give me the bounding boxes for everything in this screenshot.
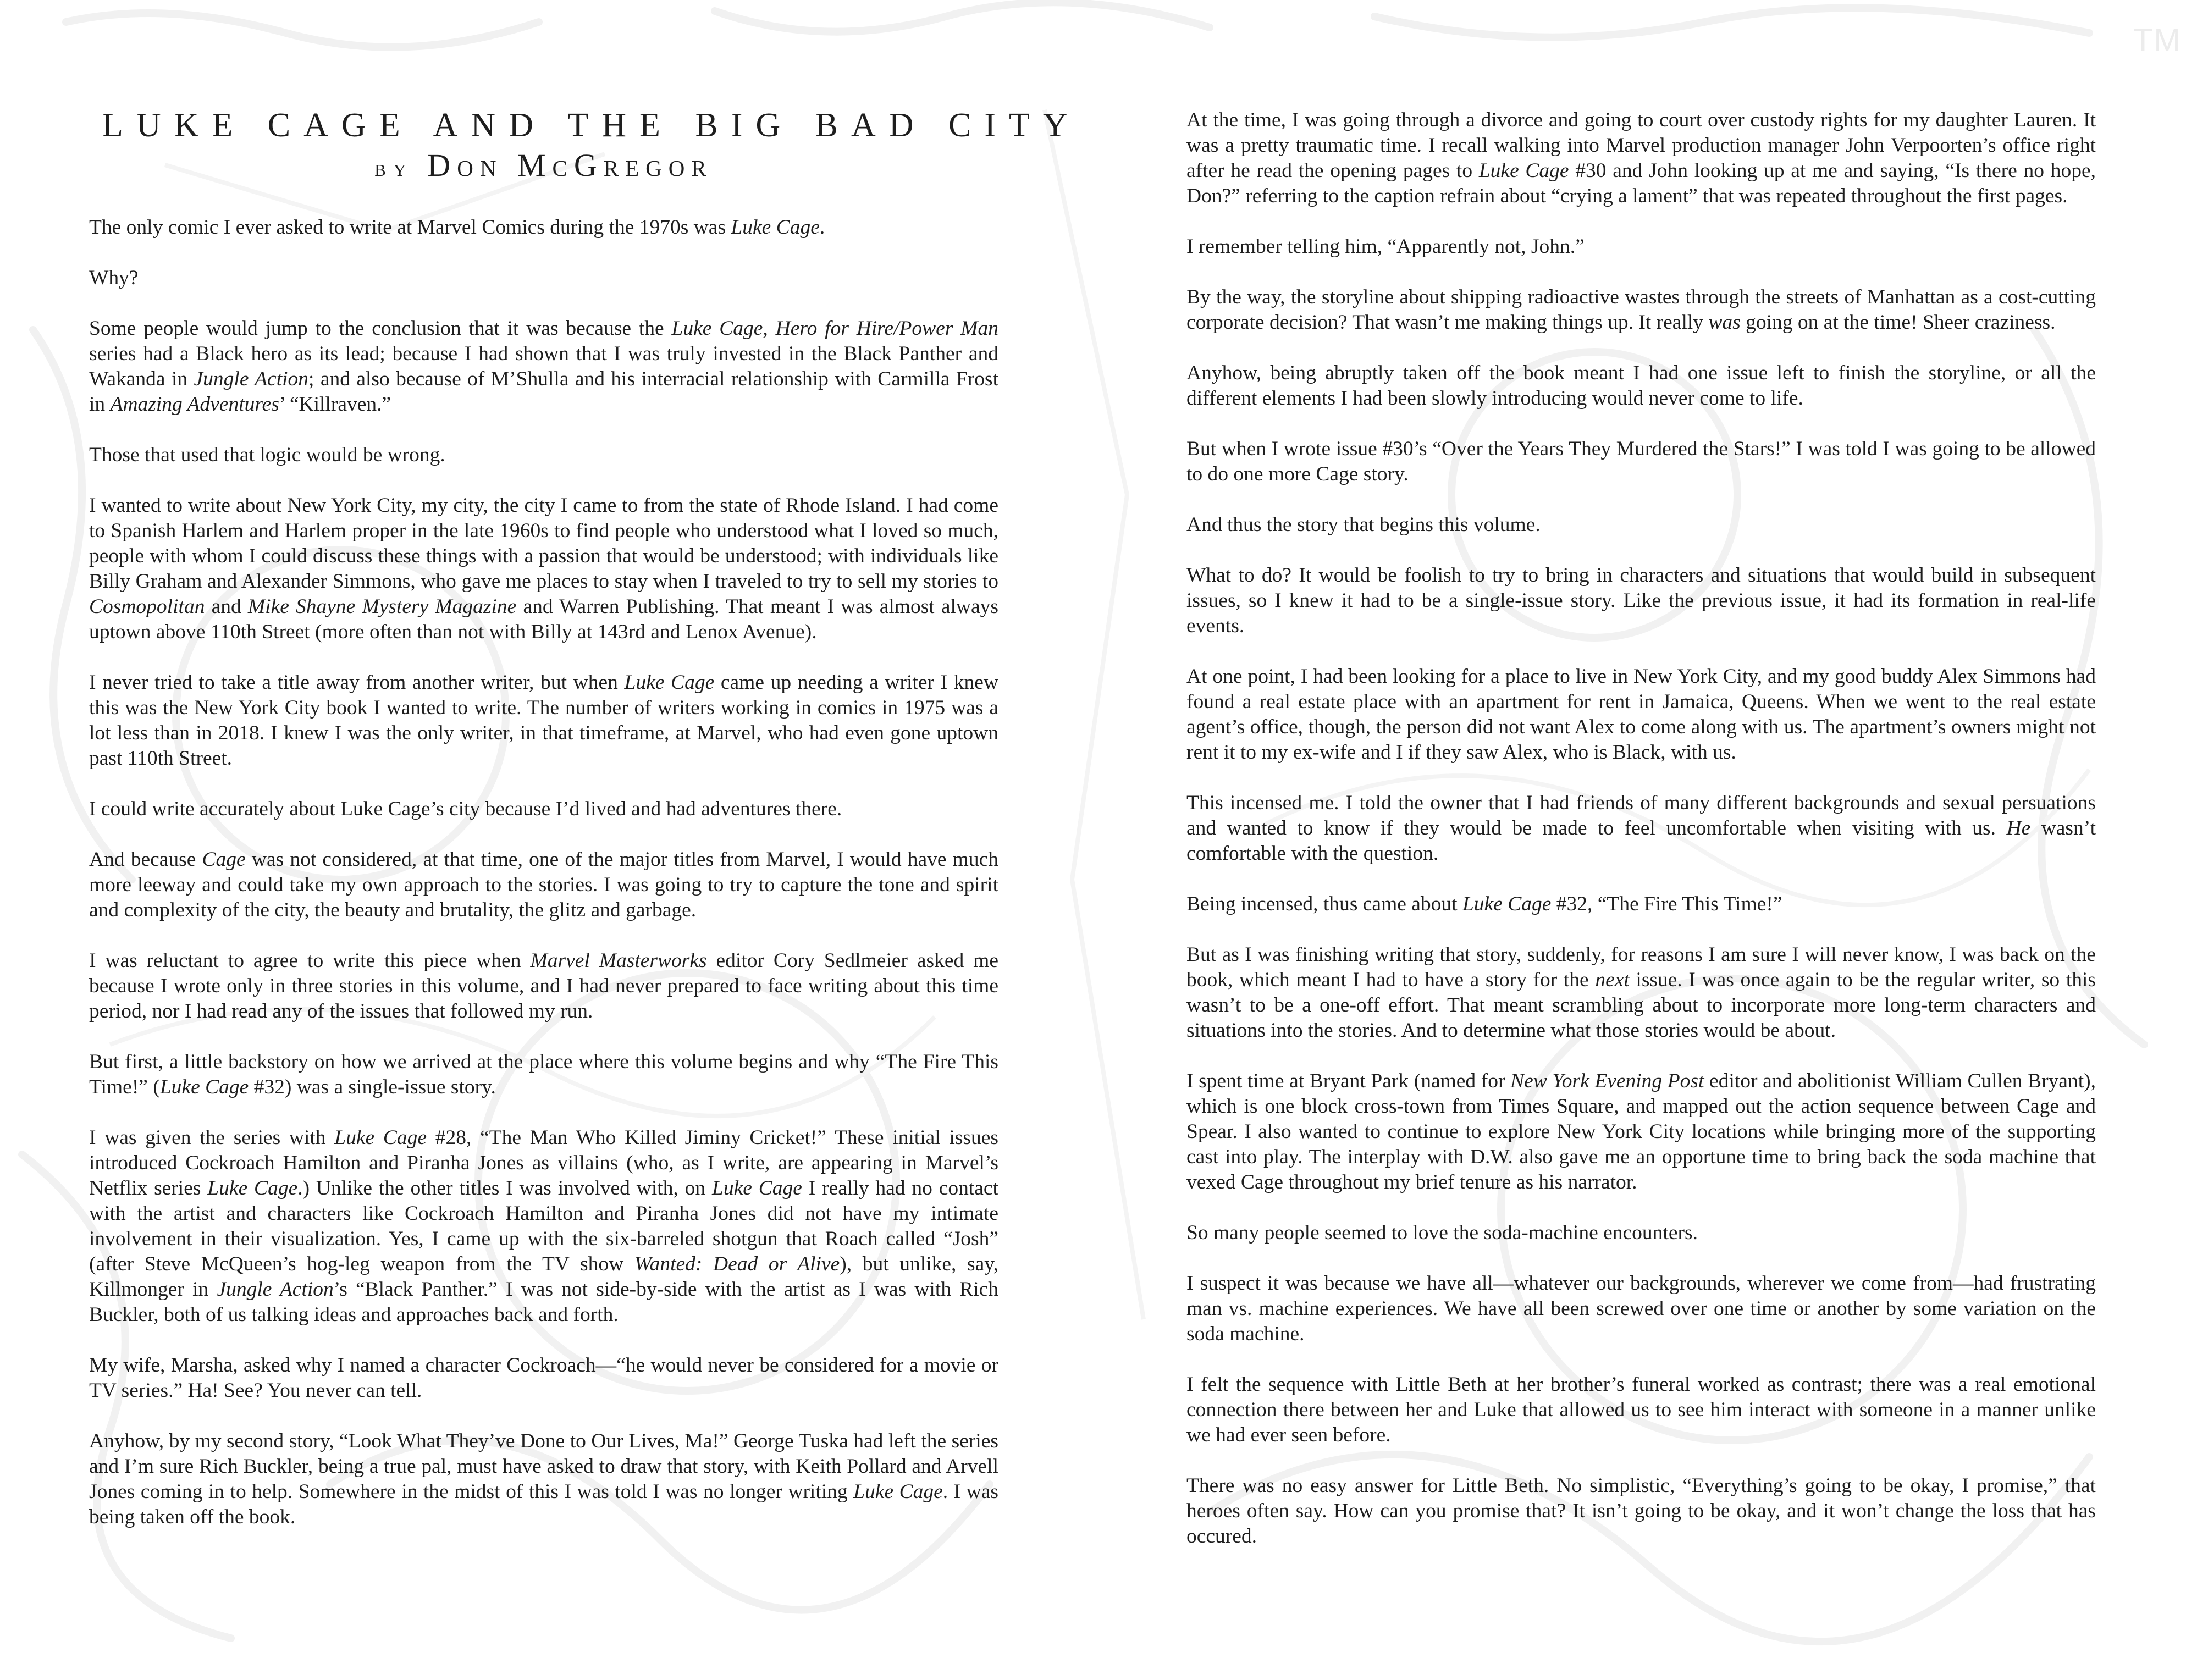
paragraph: [89, 1353, 998, 1403]
text-run: I really had no contact with the artist and characters like Cockroach Hamilton and Piranha Jones did not have my intimate involvement in their visualization. Yes, I came up with the six-barreled shotgun that Roach called “Josh” (after Steve McQueen’s hog-leg weapon from the TV show: [89, 1177, 998, 1275]
text-run: And because: [89, 848, 202, 871]
paragraph: [89, 948, 998, 1024]
article-title: LUKE CAGE AND THE BIG BAD CITY: [102, 107, 1081, 144]
text-run: My wife, Marsha, asked why I named a character Cockroach—“he would never be considered for a movie or TV series.” Ha! See? You never can tell.: [89, 1354, 998, 1402]
text-run: . I was being taken off the book.: [89, 1480, 998, 1528]
text-run: Anyhow, being abruptly taken off the book meant I had one issue left to finish the storyline, or all the different elements I had been slowly introducing would never come to life.: [1186, 362, 2096, 410]
paragraph: [1186, 108, 2096, 209]
italic-title-text: Luke Cage: [207, 1177, 298, 1200]
italic-title-text: Luke Cage: [159, 1076, 249, 1098]
text-run: Those that used that logic would be wrong.: [89, 444, 445, 466]
text-run: By the way, the storyline about shipping radioactive wastes through the streets of Manhattan as a cost-cutting corporate decision? That wasn’t me making things up. It really: [1186, 286, 2096, 334]
byline: [89, 146, 998, 187]
italic-title-text: He: [2006, 817, 2031, 839]
text-run: The only comic I ever asked to write at Marvel Comics during the 1970s was: [89, 216, 731, 239]
italic-title-text: Wanted: Dead or Alive: [634, 1253, 840, 1275]
text-run: and Warren Publishing. That meant I was almost always uptown above 110th Street (more often than not with Billy at 143rd and Lenox Avenue).: [89, 595, 998, 643]
text-run: wasn’t comfortable with the question.: [1186, 817, 2096, 865]
paragraph: [1186, 512, 2096, 538]
text-run: I wanted to write about New York City, my city, the city I came to from the state of Rhode Island. I had come to Spanish Harlem and Harlem proper in the late 1960s to find people who understood what I loved so much, people with whom I could discuss these things with a passion that would be understood; with individuals like Billy Graham and Alexander Simmons, who gave me places to stay when I traveled to try to sell my stories to: [89, 494, 998, 593]
text-run: I was given the series with: [89, 1126, 335, 1149]
paragraph: [89, 443, 998, 468]
text-run: Why?: [89, 267, 139, 289]
text-run: issue. I was once again to be the regular writer, so this wasn’t to be a one-off effort. That meant scrambling about to incorporate more long-term characters and situations into the stories. And to determine what those stories would be about.: [1186, 969, 2096, 1042]
italic-title-text: Jungle Action: [194, 368, 309, 390]
text-run: At one point, I had been looking for a place to live in New York City, and my good buddy Alex Simmons had found a real estate place with an apartment for rent in Jamaica, Queens. When we went to the real estate agent’s office, though, the person did not want Alex to come along with us. The apartment’s owners might not rent it to my ex-wife and I if they saw Alex, who is Black, with us.: [1186, 665, 2096, 764]
text-run: ’s “Black Panther.” I was not side-by-side with the artist as I was with Rich Buckler, both of us talking ideas and approaches back and forth.: [89, 1278, 999, 1326]
text-run: I never tried to take a title away from another writer, but when: [89, 671, 625, 694]
paragraph: [89, 797, 998, 822]
paragraph: [1186, 1069, 2096, 1195]
paragraph: [1186, 791, 2096, 866]
italic-title-text: next: [1595, 969, 1630, 991]
text-run: #32) was a single-issue story.: [249, 1076, 496, 1098]
text-run: I could write accurately about Luke Cage’s city because I’d lived and had adventures there.: [89, 798, 842, 820]
paragraph: [1186, 1220, 2096, 1246]
paragraph: [1186, 285, 2096, 335]
italic-title-text: Luke Cage: [712, 1177, 802, 1200]
text-run: #28, “The Man Who Killed Jiminy Cricket!” These initial issues introduced Cockroach Hamilton and Piranha Jones as villains (who, as I write, are appearing in Marvel’s Netflix series: [89, 1126, 998, 1200]
italic-title-text: Luke Cage, Hero for Hire/Power Man: [671, 317, 998, 340]
text-run: Being incensed, thus came about: [1186, 893, 1462, 915]
text-run: There was no easy answer for Little Beth. No simplistic, “Everything’s going to be okay, I promise,” that heroes often say. How can you promise that? It isn’t going to be okay, and it won’t change the loss that has occured.: [1186, 1474, 2096, 1548]
text-run: I felt the sequence with Little Beth at her brother’s funeral worked as contrast; there was a real emotional connection there between her and Luke that allowed us to see him interact with someone in a manner unlike we had ever seen before.: [1186, 1373, 2096, 1446]
italic-title-text: Mike Shayne Mystery Magazine: [247, 595, 517, 618]
text-run: .) Unlike the other titles I was involved with, on: [297, 1177, 713, 1200]
paragraph: [89, 1125, 998, 1328]
italic-title-text: Cage: [202, 848, 246, 871]
text-run: So many people seemed to love the soda-machine encounters.: [1186, 1222, 1698, 1244]
text-run: and: [205, 595, 248, 618]
left-column: [89, 104, 1081, 1530]
right-column: [1186, 108, 2096, 1549]
text-run: editor Cory Sedlmeier asked me because I wrote only in three stories in this volume, and I had never prepared to face writing about this time period, nor I had read any of the issues that followed my run.: [89, 949, 998, 1023]
paragraph: [89, 847, 998, 923]
paragraph: [1186, 563, 2096, 639]
text-run: I spent time at Bryant Park (named for: [1186, 1070, 1511, 1092]
text-run: series had a Black hero as its lead; because I had shown that I was truly invested in the Black Panther and Wakanda in: [89, 342, 998, 390]
text-run: At the time, I was going through a divorce and going to court over custody rights for my daughter Lauren. It was a pretty traumatic time. I recall walking into Marvel production manager John Verpoorten’s office right after he read the opening pages to: [1186, 109, 2096, 182]
text-run: ), but unlike, say, Killmonger in: [89, 1253, 998, 1301]
paragraph: [89, 493, 998, 645]
text-run: came up needing a writer I knew this was the New York City book I wanted to write. The number of writers working in comics in 1975 was a lot less than in 2018. I knew I was the only writer, in that timeframe, at Marvel, who had even gone uptown past 110th Street.: [89, 671, 998, 770]
text-run: Some people would jump to the conclusion that it was because the: [89, 317, 672, 340]
left-body-text: [89, 215, 998, 1530]
text-run: was not considered, at that time, one of the major titles from Marvel, I would have much more leeway and could take my own approach to the stories. I was going to try to capture the tone and spirit and complexity of the city, the beauty and brutality, the glitz and garbage.: [89, 848, 998, 921]
italic-title-text: Luke Cage: [731, 216, 820, 239]
italic-title-text: New York Evening Post: [1510, 1070, 1704, 1092]
paragraph: [1186, 664, 2096, 765]
italic-title-text: Luke Cage: [1462, 893, 1552, 915]
italic-title-text: Luke Cage: [853, 1480, 943, 1503]
paragraph: [1186, 234, 2096, 259]
text-run: I remember telling him, “Apparently not, John.”: [1186, 235, 1585, 258]
italic-title-text: Luke Cage: [624, 671, 715, 694]
text-run: But first, a little backstory on how we arrived at the place where this volume begins and why “The Fire This Time!” (: [89, 1051, 998, 1098]
trademark-mark: TM: [2133, 23, 2182, 58]
italic-title-text: Amazing Adventures: [110, 393, 279, 416]
italic-title-text: Cosmopolitan: [89, 595, 205, 618]
text-run: editor and abolitionist William Cullen Bryant), which is one block cross-town from Times Square, and mapped out the action sequence between Cage and Spear. I also wanted to continue to explore New York City locations while bringing more of the supporting cast into play. The interplay with D.W. also gave me an opportune time to bring back the soda machine that vexed Cage throughout my brief tenure as his narrator.: [1186, 1070, 2096, 1193]
text-run: #32, “The Fire This Time!”: [1551, 893, 1782, 915]
italic-title-text: was: [1708, 311, 1741, 334]
italic-title-text: Marvel Masterworks: [530, 949, 707, 972]
italic-title-text: Luke Cage: [1478, 159, 1569, 182]
paragraph: [1186, 1473, 2096, 1549]
text-run: This incensed me. I told the owner that I had friends of many different backgrounds and sexual persuations and wanted to know if they would be made to feel uncomfortable when visiting with us.: [1186, 792, 2096, 839]
paragraph: [89, 1429, 998, 1530]
paragraph: [1186, 1271, 2096, 1347]
text-run: ’ “Killraven.”: [279, 393, 391, 416]
text-run: Anyhow, by my second story, “Look What They’ve Done to Our Lives, Ma!” George Tuska had left the series and I’m sure Rich Buckler, being a true pal, must have asked to draw that story, with Keith Pollard and Arvell Jones coming in to help. Somewhere in the midst of this I was told I was no longer writing: [89, 1430, 998, 1503]
paragraph: [89, 266, 998, 291]
byline-author: Don McGregor: [427, 147, 713, 183]
text-run: going on at the time! Sheer craziness.: [1740, 311, 2056, 334]
paragraph: [1186, 942, 2096, 1043]
paragraph: [1186, 1372, 2096, 1448]
paragraph: [89, 1049, 998, 1100]
text-run: .: [819, 216, 825, 239]
byline-prefix: by: [374, 154, 414, 181]
paragraph: [89, 215, 998, 240]
paragraph: [89, 670, 998, 771]
text-run: And thus the story that begins this volume.: [1186, 513, 1541, 536]
text-run: I suspect it was because we have all—whatever our backgrounds, wherever we come from—had frustrating man vs. machine experiences. We have all been screwed over one time or another by some variation on the soda machine.: [1186, 1272, 2096, 1345]
text-run: ; and also because of M’Shulla and his interracial relationship with Carmilla Frost in: [89, 368, 998, 416]
paragraph: [1186, 436, 2096, 487]
text-run: But as I was finishing writing that story, suddenly, for reasons I am sure I will never know, I was back on the book, which meant I had to have a story for the: [1186, 943, 2096, 991]
text-run: What to do? It would be foolish to try to bring in characters and situations that would build in subsequent issues, so I knew it had to be a single-issue story. Like the previous issue, it had its formation in real-life events.: [1186, 564, 2096, 637]
italic-title-text: Jungle Action: [217, 1278, 334, 1301]
text-run: But when I wrote issue #30’s “Over the Years They Murdered the Stars!” I was told I was going to be allowed to do one more Cage story.: [1186, 438, 2096, 485]
text-run: #30 and John looking up at me and saying, “Is there no hope, Don?” referring to the caption refrain about “crying a lament” that was repeated throughout the first pages.: [1186, 159, 2096, 207]
right-body-text: [1186, 108, 2096, 1549]
paragraph: [1186, 892, 2096, 917]
paragraph: [89, 316, 998, 417]
italic-title-text: Luke Cage: [334, 1126, 427, 1149]
text-run: I was reluctant to agree to write this piece when: [89, 949, 531, 972]
paragraph: [1186, 361, 2096, 411]
